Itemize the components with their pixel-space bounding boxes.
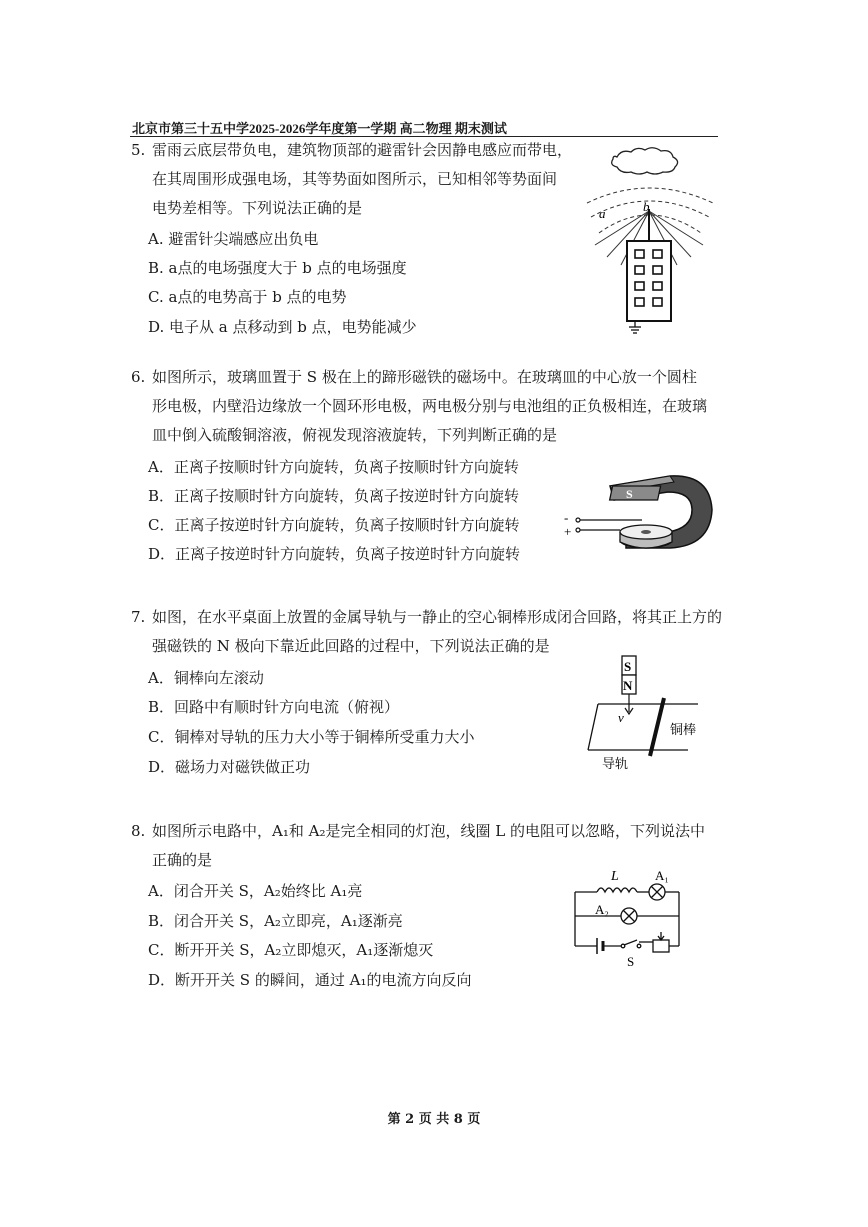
q6-figure-horseshoe-magnet [560, 470, 720, 560]
label-rail: 导轨 [602, 756, 629, 771]
bar-magnet-icon [622, 656, 636, 694]
q8-figure-circuit [565, 862, 695, 970]
q7-stem-line-2: 强磁铁的 N 极向下靠近此回路的过程中，下列说法正确的是 [152, 637, 550, 655]
copper-rod-icon [650, 698, 664, 756]
q5-option-d: D. 电子从 a 点移动到 b 点，电势能减少 [148, 318, 417, 336]
q7-option-c: C．铜棒对导轨的压力大小等于铜棒所受重力大小 [148, 728, 475, 746]
q7-number: 7. [131, 608, 146, 626]
q6-option-c: C．正离子按逆时针方向旋转，负离子按顺时针方向旋转 [148, 516, 520, 534]
q8-option-c: C．断开开关 S，A₂立即熄灭，A₁逐渐熄灭 [148, 941, 434, 959]
label-a: a [599, 206, 606, 221]
q7-option-a: A．铜棒向左滚动 [148, 669, 264, 687]
cloud-icon [612, 148, 678, 174]
q6-stem-line-3: 皿中倒入硫酸铜溶液，俯视发现溶液旋转，下列判断正确的是 [152, 426, 558, 444]
label-s-pole: S [624, 659, 632, 674]
q8-number: 8. [131, 822, 146, 840]
q6-option-a: A．正离子按顺时针方向旋转，负离子按顺时针方向旋转 [148, 458, 519, 476]
q8-option-d: D．断开开关 S 的瞬间，通过 A₁的电流方向反向 [148, 971, 472, 989]
q7-figure-rails-and-rod [580, 652, 710, 774]
label-n-pole: N [623, 678, 633, 693]
switch-icon [621, 940, 641, 948]
label-switch: S [627, 954, 635, 969]
q7-stem-line-1: 如图，在水平桌面上放置的金属导轨与一静止的空心铜棒形成闭合回路，将其正上方的 [152, 608, 723, 626]
q6-stem-line-1: 如图所示，玻璃皿置于 S 极在上的蹄形磁铁的磁场中。在玻璃皿的中心放一个圆柱 [152, 368, 697, 386]
q6-stem-line-2: 形电极，内壁沿边缘放一个圆环形电极，两电极分别与电池组的正负极相连，在玻璃 [152, 397, 708, 415]
label-b: b [643, 199, 650, 214]
q6-option-d: D．正离子按逆时针方向旋转，负离子按逆时针方向旋转 [148, 545, 521, 563]
glass-dish-icon [620, 525, 672, 548]
q5-stem-line-1: 雷雨云底层带负电，建筑物顶部的避雷针会因静电感应而带电， [152, 141, 573, 159]
building-icon [627, 241, 671, 321]
q5-option-b: B. a点的电场强度大于 b 点的电场强度 [148, 259, 407, 277]
label-minus: - [564, 510, 569, 525]
lamp-a2-icon [621, 908, 637, 924]
label-a1: A₁ [655, 868, 669, 883]
label-s-pole: S [626, 487, 633, 501]
label-coil: L [611, 869, 619, 884]
page-header: 北京市第三十五中学2025-2026学年度第一学期 高二物理 期末测试 [132, 121, 507, 136]
q5-option-c: C. a点的电势高于 b 点的电势 [148, 288, 347, 306]
q7-option-b: B．回路中有顺时针方向电流（俯视） [148, 698, 400, 716]
coil-icon [597, 888, 637, 892]
q5-stem-line-3: 电势差相等。下列说法正确的是 [152, 199, 363, 217]
rheostat-icon [653, 932, 669, 952]
lamp-a1-icon [649, 884, 665, 900]
q5-option-a: A. 避雷针尖端感应出负电 [148, 230, 319, 248]
q6-option-b: B．正离子按顺时针方向旋转，负离子按逆时针方向旋转 [148, 487, 520, 505]
q5-number: 5. [131, 141, 146, 159]
q5-stem-line-2: 在其周围形成强电场，其等势面如图所示，已知相邻等势面间 [152, 170, 558, 188]
q7-option-d: D．磁场力对磁铁做正功 [148, 758, 311, 776]
battery-icon [597, 938, 603, 954]
label-rod: 铜棒 [670, 722, 697, 737]
q8-option-a: A．闭合开关 S，A₂始终比 A₁亮 [148, 882, 363, 900]
ground-icon [629, 321, 641, 333]
q6-number: 6. [131, 368, 146, 386]
q8-option-b: B．闭合开关 S，A₂立即亮，A₁逐渐亮 [148, 912, 403, 930]
q8-stem-line-1: 如图所示电路中，A₁和 A₂是完全相同的灯泡，线圈 L 的电阻可以忽略，下列说法中 [152, 822, 705, 840]
q8-stem-line-2: 正确的是 [152, 851, 213, 869]
label-a2: A₂ [595, 902, 609, 917]
label-plus: + [564, 524, 572, 539]
label-velocity: v [618, 710, 624, 725]
page-footer: 第 2 页 共 8 页 [387, 1112, 481, 1127]
q5-figure-lightning-rod [585, 145, 715, 335]
